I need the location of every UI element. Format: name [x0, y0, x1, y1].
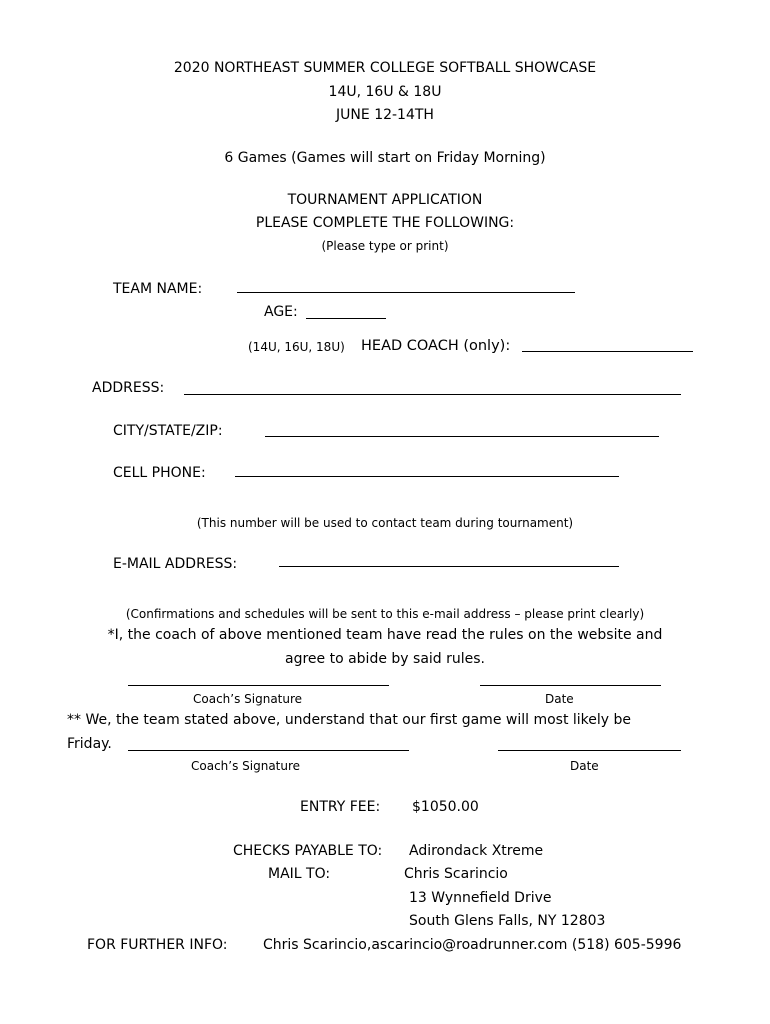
application-note: (Please type or print): [321, 239, 449, 253]
friday-date-field[interactable]: [498, 750, 681, 751]
team-name-label: TEAM NAME:: [113, 281, 203, 297]
application-instruction: PLEASE COMPLETE THE FOLLOWING:: [255, 215, 515, 231]
agreement-text-line1: *I, the coach of above mentioned team have read the rules on the website and: [107, 627, 663, 643]
cell-phone-note: (This number will be used to contact team during tournament): [196, 516, 574, 530]
age-label: AGE:: [264, 304, 298, 320]
further-info-label: FOR FURTHER INFO:: [87, 937, 228, 953]
form-title: 2020 NORTHEAST SUMMER COLLEGE SOFTBALL SHOWCASE: [173, 60, 597, 76]
checks-payable-value: Adirondack Xtreme: [409, 843, 544, 859]
city-state-zip-field[interactable]: [265, 436, 659, 437]
head-coach-field[interactable]: [522, 351, 693, 352]
city-state-zip-label: CITY/STATE/ZIP:: [113, 423, 223, 439]
application-title: TOURNAMENT APPLICATION: [287, 192, 483, 208]
friday-date-label: Date: [570, 759, 599, 773]
agreement-text-line2: agree to abide by said rules.: [285, 651, 485, 667]
entry-fee-label: ENTRY FEE:: [300, 799, 381, 815]
checks-payable-label: CHECKS PAYABLE TO:: [233, 843, 383, 859]
mail-to-label: MAIL TO:: [268, 866, 331, 882]
games-info: 6 Games (Games will start on Friday Morning): [224, 150, 546, 166]
age-groups: 14U, 16U & 18U: [328, 84, 442, 100]
email-note: (Confirmations and schedules will be sent to this e-mail address – please print clearly): [125, 607, 645, 621]
friday-text-line1: ** We, the team stated above, understand that our first game will most likely be: [67, 712, 632, 728]
friday-coach-signature-label: Coach’s Signature: [191, 759, 301, 773]
age-options: (14U, 16U, 18U): [248, 340, 345, 354]
cell-phone-label: CELL PHONE:: [113, 465, 206, 481]
event-dates: JUNE 12-14TH: [336, 107, 434, 123]
mail-to-street: 13 Wynnefield Drive: [409, 890, 552, 906]
further-info-contact: Chris Scarincio,ascarincio@roadrunner.com (518) 605-5996: [263, 937, 682, 953]
friday-text-prefix: Friday.: [67, 736, 112, 752]
date-field[interactable]: [480, 685, 661, 686]
mail-to-name: Chris Scarincio: [404, 866, 508, 882]
entry-fee-value: $1050.00: [412, 799, 479, 815]
coach-signature-label: Coach’s Signature: [193, 692, 303, 706]
coach-signature-field[interactable]: [128, 685, 389, 686]
email-field[interactable]: [279, 566, 619, 567]
head-coach-label: HEAD COACH (only):: [361, 338, 511, 354]
team-name-field[interactable]: [237, 292, 575, 293]
friday-coach-signature-field[interactable]: [128, 750, 409, 751]
cell-phone-field[interactable]: [235, 476, 619, 477]
age-field[interactable]: [306, 318, 386, 319]
date-label: Date: [545, 692, 574, 706]
address-label: ADDRESS:: [92, 380, 165, 396]
address-field[interactable]: [184, 394, 681, 395]
mail-to-city: South Glens Falls, NY 12803: [409, 913, 606, 929]
email-label: E-MAIL ADDRESS:: [113, 556, 238, 572]
